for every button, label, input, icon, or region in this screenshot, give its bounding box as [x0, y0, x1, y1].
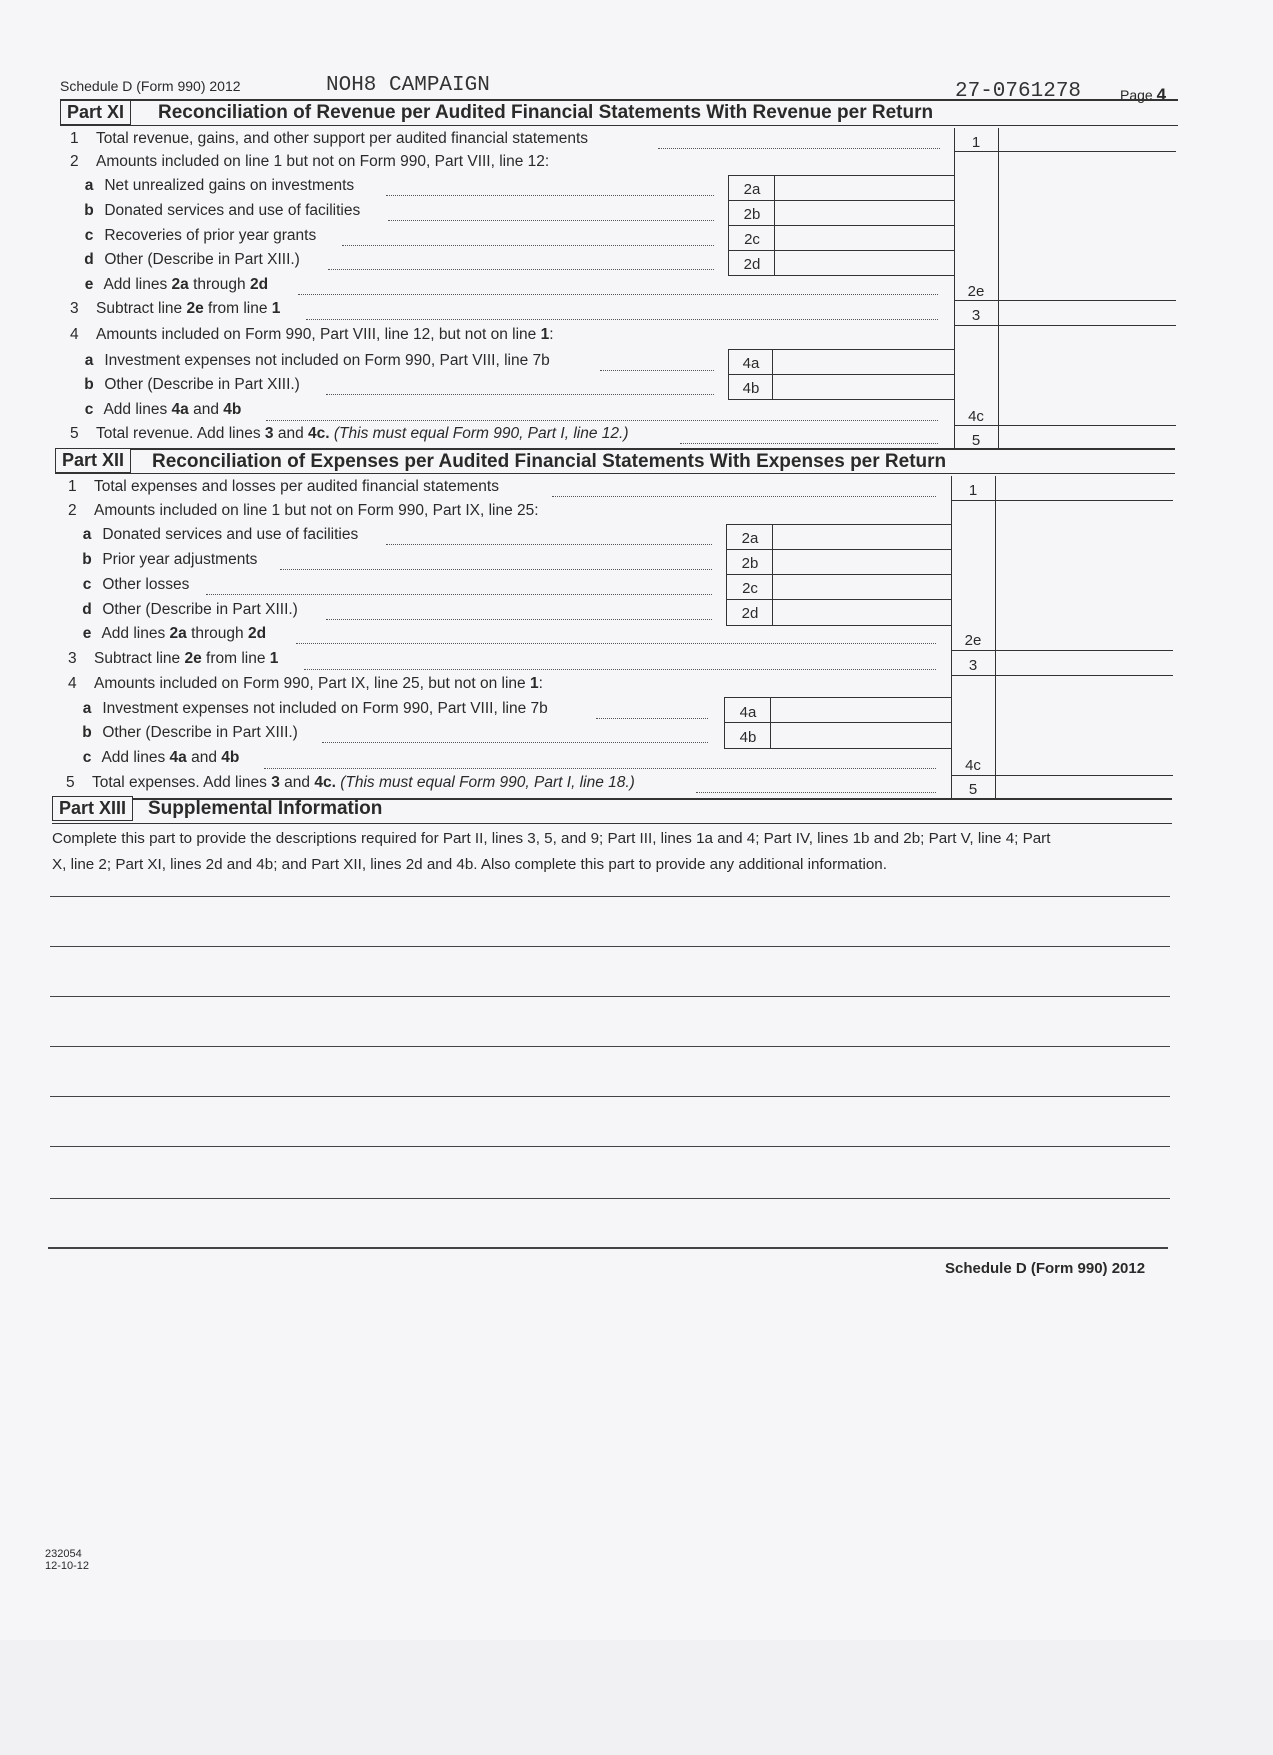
part12-title: Reconciliation of Expenses per Audited Financial Statements With Expenses per Return [152, 451, 947, 472]
p12-box-label-2a: 2a [741, 530, 759, 547]
line-letter: c [82, 576, 92, 593]
form-code [45, 1548, 89, 1572]
line-letter: b [84, 376, 94, 393]
dots [306, 319, 938, 320]
bold-ref: 4b [223, 401, 242, 418]
bold-ref: 2a [169, 625, 187, 642]
bold-ref: 4a [171, 401, 189, 418]
text-part: from line [203, 300, 272, 317]
p12-box-label-5: 5 [968, 781, 978, 798]
p11-amount-3[interactable] [999, 301, 1176, 326]
dots [386, 195, 714, 196]
p11-amount-4a[interactable] [773, 350, 953, 373]
text-part: Add lines [103, 276, 172, 293]
p11-line-3 [70, 300, 280, 318]
line-text: Recoveries of prior year grants [104, 227, 317, 244]
italic-note: (This must equal Form 990, Part I, line 12.) [329, 425, 629, 442]
line-num: 1 [70, 130, 79, 147]
p11-box-label-2b: 2b [743, 206, 761, 223]
text-part: Add lines [101, 749, 170, 766]
line-num: 1 [68, 478, 77, 495]
p11-line-2d [78, 251, 300, 269]
form-code-number: 232054 [45, 1548, 82, 1560]
supplemental-line[interactable] [50, 896, 1170, 897]
bold-ref: 1 [540, 326, 550, 343]
p12-box-label-2c: 2c [742, 580, 758, 597]
ein: 27-0761278 [955, 80, 1082, 103]
line-num: 4 [68, 675, 77, 692]
page-num: 4 [1156, 85, 1167, 104]
page-label: Page [1120, 87, 1153, 103]
bold-ref: 3 [271, 774, 280, 791]
bold-ref: 2a [171, 276, 189, 293]
bold-ref: 2d [249, 276, 269, 293]
dots [680, 443, 938, 444]
p11-amount-2a[interactable] [775, 176, 953, 199]
p12-box-label-2b: 2b [741, 555, 759, 572]
p12-box-label-4c: 4c [965, 757, 981, 774]
part13-title-rule [52, 823, 1172, 824]
part13-label: Part XIII [52, 796, 133, 821]
part13-title: Supplemental Information [148, 798, 383, 819]
p12-amount-3[interactable] [996, 651, 1173, 676]
p11-box-label-2d: 2d [743, 256, 761, 273]
supplemental-bottom-rule [48, 1247, 1168, 1249]
p11-amount-4b[interactable] [773, 375, 953, 398]
p12-line-4 [68, 675, 543, 693]
line-letter: a [84, 352, 94, 369]
line-letter: a [84, 177, 94, 194]
p12-amount-4a[interactable] [771, 698, 950, 721]
p11-amount-2c[interactable] [775, 226, 953, 249]
dots [264, 768, 936, 769]
p12-line-2a [76, 526, 358, 544]
p12-box-label-4b: 4b [739, 729, 757, 746]
line-text: Other losses [102, 576, 190, 593]
p12-amount-4c[interactable] [996, 750, 1173, 776]
dots [600, 370, 714, 371]
p11-box-label-2c: 2c [744, 231, 760, 248]
page-number [1120, 85, 1166, 105]
bold-ref: 2d [247, 625, 267, 642]
p11-line-2b [78, 202, 360, 220]
dots [280, 569, 712, 570]
line-letter: b [84, 202, 94, 219]
schedule-header: Schedule D (Form 990) 2012 [60, 78, 241, 94]
part11-top-rule [60, 99, 1178, 101]
rule [728, 399, 954, 400]
p11-line-1 [70, 130, 588, 148]
text-part: Amounts included on Form 990, Part VIII, line 12, but not on line [96, 326, 541, 343]
line-text: Other (Describe in Part XIII.) [104, 251, 300, 268]
p12-amount-2d[interactable] [773, 600, 950, 624]
dots [304, 669, 936, 670]
line-text: Total expenses and losses per audited financial statements [94, 478, 499, 495]
p11-amount-1[interactable] [999, 128, 1176, 152]
bold-ref: 2e [184, 650, 202, 667]
text-part: Amounts included on Form 990, Part IX, line 25, but not on line [94, 675, 530, 692]
text-part: and [279, 774, 315, 791]
p11-amount-2b[interactable] [775, 201, 953, 224]
p12-amount-2e[interactable] [996, 626, 1173, 651]
p12-amount-2b[interactable] [773, 550, 950, 573]
line-letter: d [84, 251, 94, 268]
rule [726, 625, 951, 626]
line-text: Donated services and use of facilities [104, 202, 361, 219]
text-part: : [538, 675, 543, 692]
dots [342, 245, 714, 246]
text-part: Add lines [103, 401, 172, 418]
line-letter: e [84, 276, 94, 293]
line-letter: d [82, 601, 92, 618]
p12-amount-5[interactable] [996, 776, 1173, 797]
organization-name: NOH8 CAMPAIGN [326, 74, 490, 97]
p12-amount-2a[interactable] [773, 525, 950, 548]
p11-box-label-1: 1 [971, 134, 981, 151]
dots [266, 420, 938, 421]
p12-box-label-2d: 2d [741, 605, 759, 622]
line-letter: c [84, 227, 94, 244]
dots [552, 496, 936, 497]
p12-line-2e [76, 625, 266, 643]
p11-box-label-2e: 2e [967, 283, 985, 300]
bold-ref: 1 [529, 675, 539, 692]
line-text: Donated services and use of facilities [102, 526, 359, 543]
line-text: Amounts included on line 1 but not on Form 990, Part IX, line 25: [94, 502, 539, 519]
dots [386, 544, 712, 545]
line-letter: a [82, 700, 92, 717]
supplemental-line[interactable] [50, 946, 1170, 947]
text-part: and [186, 749, 222, 766]
text-part: Total expenses. Add lines [92, 774, 272, 791]
dots [206, 594, 712, 595]
line-text: Prior year adjustments [102, 551, 258, 568]
text-part: through [188, 276, 250, 293]
text-part: Subtract line [96, 300, 187, 317]
bold-ref: 1 [269, 650, 279, 667]
p11-box-label-4a: 4a [742, 355, 760, 372]
p12-line-2c [76, 576, 189, 594]
part12-top-rule [55, 448, 1175, 450]
p11-line-2e [78, 276, 268, 294]
p11-line-5 [70, 425, 628, 443]
p11-amount-2e[interactable] [999, 277, 1176, 301]
text-part: Subtract line [94, 650, 185, 667]
p12-line-4c [76, 749, 239, 767]
p12-line-2b [76, 551, 257, 569]
line-num: 4 [70, 326, 79, 343]
p12-line-4a [76, 700, 548, 718]
dots [388, 220, 714, 221]
text-part: Total revenue. Add lines [96, 425, 265, 442]
line-letter: c [84, 401, 94, 418]
p12-line-1 [68, 478, 499, 496]
line-letter: b [82, 724, 92, 741]
p11-box-label-3: 3 [971, 307, 981, 324]
p12-box-label-1: 1 [968, 482, 978, 499]
text-part: and [273, 425, 308, 442]
line-letter: e [82, 625, 92, 642]
form-code-date: 12-10-12 [45, 1560, 90, 1572]
line-text: Investment expenses not included on Form 990, Part VIII, line 7b [104, 352, 550, 369]
part12-title-rule [55, 473, 1175, 474]
p12-box-label-2e: 2e [964, 632, 982, 649]
line-num: 5 [70, 425, 79, 442]
dots [328, 269, 714, 270]
line-text: Net unrealized gains on investments [104, 177, 355, 194]
p11-amount-2d[interactable] [775, 251, 953, 274]
part11-title-rule [60, 125, 1178, 126]
part11-label: Part XI [60, 100, 131, 125]
line-text: Amounts included on line 1 but not on Form 990, Part VIII, line 12: [96, 153, 550, 170]
bold-ref: 2e [186, 300, 204, 317]
dots [596, 718, 708, 719]
part11-col-left [954, 128, 955, 448]
line-text: Other (Describe in Part XIII.) [104, 376, 300, 393]
dots [696, 792, 936, 793]
line-num: 3 [68, 650, 77, 667]
part12-col-left [951, 476, 952, 798]
p12-box-label-3: 3 [968, 657, 978, 674]
italic-note: (This must equal Form 990, Part I, line 18.) [335, 774, 635, 791]
bold-ref: 4a [169, 749, 187, 766]
line-letter: b [82, 551, 92, 568]
p12-amount-1[interactable] [996, 476, 1173, 501]
p11-line-2c [78, 227, 316, 245]
p11-box-label-5: 5 [971, 432, 981, 449]
line-text: Total revenue, gains, and other support per audited financial statements [96, 130, 589, 147]
text-part: Add lines [101, 625, 170, 642]
line-num: 2 [70, 153, 79, 170]
line-text: Investment expenses not included on Form 990, Part VIII, line 7b [102, 700, 548, 717]
part12-label: Part XII [55, 448, 131, 473]
p11-line-4b [78, 376, 300, 394]
p12-box-label-4a: 4a [739, 704, 757, 721]
p12-line-2d [76, 601, 298, 619]
dots [326, 619, 712, 620]
p11-amount-5[interactable] [999, 426, 1176, 447]
part13-instructions-1: Complete this part to provide the descriptions required for Part II, lines 3, 5, and 9; Part III, lines 1a and 4; Part IV, lines 1b and 2b; Part V, line 4; Part [52, 830, 1051, 847]
line-num: 3 [70, 300, 79, 317]
footer-schedule: Schedule D (Form 990) 2012 [945, 1260, 1146, 1277]
bold-ref: 4c. [314, 774, 336, 791]
rule [728, 275, 954, 276]
line-num: 2 [68, 502, 77, 519]
p11-line-4 [70, 326, 554, 344]
p11-line-2 [70, 153, 549, 171]
line-text: Other (Describe in Part XIII.) [102, 601, 298, 618]
dots [298, 294, 938, 295]
bold-ref: 3 [264, 425, 274, 442]
bold-ref: 4c. [308, 425, 330, 442]
p11-line-2a [78, 177, 354, 195]
p11-line-4c [78, 401, 241, 419]
supplemental-line[interactable] [50, 1096, 1170, 1097]
text-part: through [186, 625, 248, 642]
p11-line-4a [78, 352, 550, 370]
p11-box-label-2a: 2a [743, 181, 761, 198]
supplemental-line[interactable] [50, 1046, 1170, 1047]
p12-line-4b [76, 724, 298, 742]
dots [326, 394, 714, 395]
p11-box-label-4c: 4c [968, 408, 984, 425]
text-part: from line [201, 650, 270, 667]
line-letter: a [82, 526, 92, 543]
line-letter: c [82, 749, 92, 766]
line-text: Other (Describe in Part XIII.) [102, 724, 298, 741]
bold-ref: 1 [271, 300, 281, 317]
part13-instructions-2: X, line 2; Part XI, lines 2d and 4b; and Part XII, lines 2d and 4b. Also complete this part to provide any additional information. [52, 856, 887, 873]
supplemental-line[interactable] [50, 1146, 1170, 1147]
text-part: : [549, 326, 554, 343]
part11-title: Reconciliation of Revenue per Audited Financial Statements With Revenue per Return [158, 102, 934, 123]
p12-line-5 [66, 774, 635, 792]
text-part: and [188, 401, 224, 418]
p11-box-label-4b: 4b [742, 380, 760, 397]
bold-ref: 4b [221, 749, 240, 766]
p12-line-3 [68, 650, 278, 668]
supplemental-line[interactable] [50, 996, 1170, 997]
rule [724, 748, 951, 749]
dots [296, 643, 936, 644]
dots [658, 148, 940, 149]
p12-amount-4b[interactable] [771, 723, 950, 747]
p12-amount-2c[interactable] [773, 575, 950, 598]
supplemental-line[interactable] [50, 1198, 1170, 1199]
p11-amount-4c[interactable] [999, 402, 1176, 426]
line-num: 5 [66, 774, 75, 791]
dots [322, 742, 708, 743]
p12-line-2 [68, 502, 539, 520]
